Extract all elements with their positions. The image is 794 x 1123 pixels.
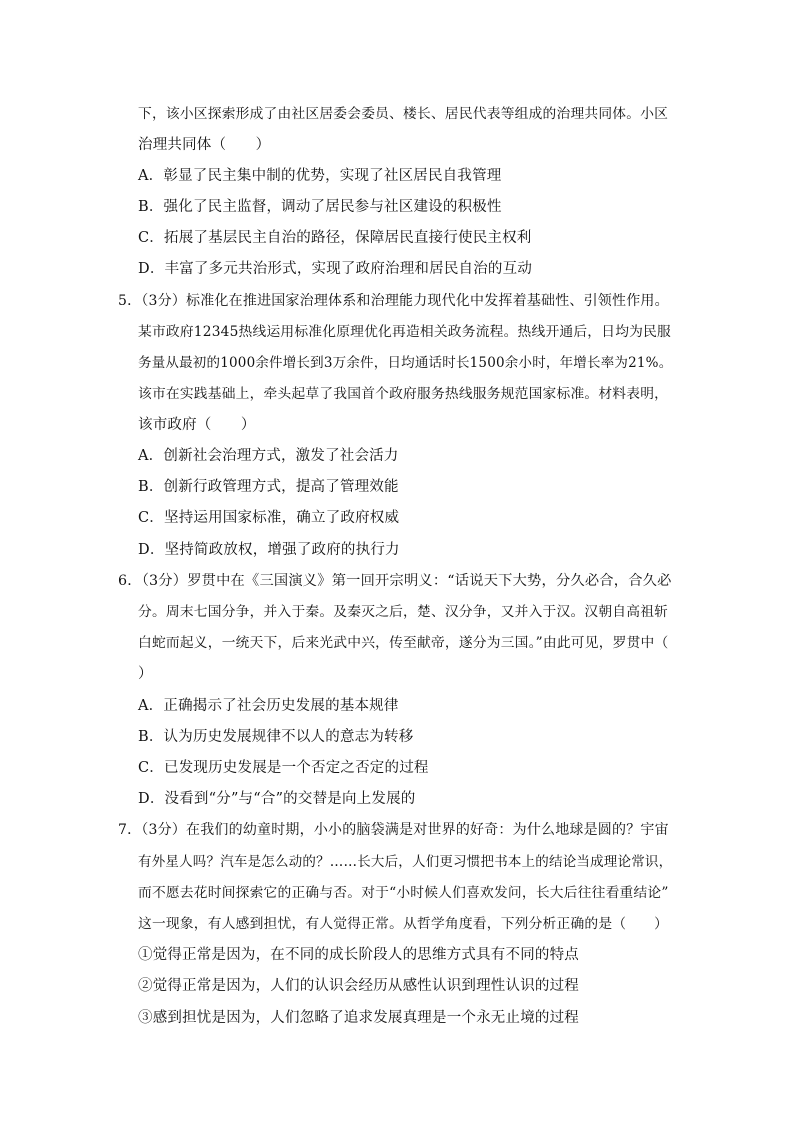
option-a: A．彰显了民主集中制的优势，实现了社区居民自我管理 bbox=[138, 168, 502, 184]
option-c: C．已发现历史发展是一个否定之否定的过程 bbox=[138, 760, 429, 776]
text-line: 某市政府12345热线运用标准化原理优化再造相关政务流程。热线开通后，日均为民服 bbox=[138, 324, 671, 340]
option-d: D．丰富了多元共治形式，实现了政府治理和居民自治的互动 bbox=[138, 261, 533, 277]
text-line: 该市政府（ ） bbox=[138, 417, 256, 433]
text-line: 务量从最初的1000余件增长到3万余件，日均通话时长1500余小时，年增长率为21%。 bbox=[138, 355, 673, 371]
statement-1: ①觉得正常是因为，在不同的成长阶段人的思维方式具有不同的特点 bbox=[138, 947, 579, 963]
text-line: 有外星人吗？汽车是怎么动的？……长大后，人们更习惯把书本上的结论当成理论常识， bbox=[138, 854, 673, 870]
statement-2: ②觉得正常是因为，人们的认识会经历从感性认识到理性认识的过程 bbox=[138, 978, 579, 994]
option-d: D．坚持简政放权，增强了政府的执行力 bbox=[138, 542, 400, 558]
option-b: B．强化了民主监督，调动了居民参与社区建设的积极性 bbox=[138, 199, 502, 215]
question-6: 6．（3分）罗贯中在《三国演义》第一回开宗明义：“话说天下大势，分久必合，合久必 bbox=[118, 573, 672, 589]
statement-3: ③感到担忧是因为，人们忽略了追求发展真理是一个永无止境的过程 bbox=[138, 1010, 579, 1026]
text-line: 而不愿去花时间探索它的正确与否。对于“小时候人们喜欢发问，长大后往往看重结论” bbox=[138, 885, 669, 901]
option-b: B．创新行政管理方式，提高了管理效能 bbox=[138, 479, 399, 495]
text-line: 分。周末七国分争，并入于秦。及秦灭之后，楚、汉分争，又并入于汉。汉朝自高祖斩 bbox=[138, 604, 669, 620]
option-a: A．正确揭示了社会历史发展的基本规律 bbox=[138, 698, 399, 714]
question-7: 7．（3分）在我们的幼童时期，小小的脑袋满是对世界的好奇：为什么地球是圆的？宇宙 bbox=[118, 822, 669, 838]
text-line: 白蛇而起义，一统天下，后来光武中兴，传至献帝，遂分为三国。”由此可见，罗贯中（ bbox=[138, 635, 669, 651]
option-b: B．认为历史发展规律不以人的意志为转移 bbox=[138, 729, 414, 745]
text-line: ） bbox=[138, 666, 153, 682]
text-line: 这一现象，有人感到担忧，有人觉得正常。从哲学角度看，下列分析正确的是（ ） bbox=[138, 916, 669, 932]
text-line: 治理共同体（ ） bbox=[138, 137, 271, 153]
option-c: C．拓展了基层民主自治的路径，保障居民直接行使民主权利 bbox=[138, 230, 532, 246]
text-line: 该市在实践基础上，牵头起草了我国首个政府服务热线服务规范国家标准。材料表明， bbox=[138, 386, 669, 402]
option-c: C．坚持运用国家标准，确立了政府权威 bbox=[138, 510, 400, 526]
option-d: D．没看到“分”与“合”的交替是向上发展的 bbox=[138, 791, 416, 807]
option-a: A．创新社会治理方式，激发了社会活力 bbox=[138, 448, 399, 464]
text-line: 下，该小区探索形成了由社区居委会委员、楼长、居民代表等组成的治理共同体。小区 bbox=[138, 106, 669, 122]
question-5: 5．（3分）标准化在推进国家治理体系和治理能力现代化中发挥着基础性、引领性作用。 bbox=[118, 293, 669, 309]
